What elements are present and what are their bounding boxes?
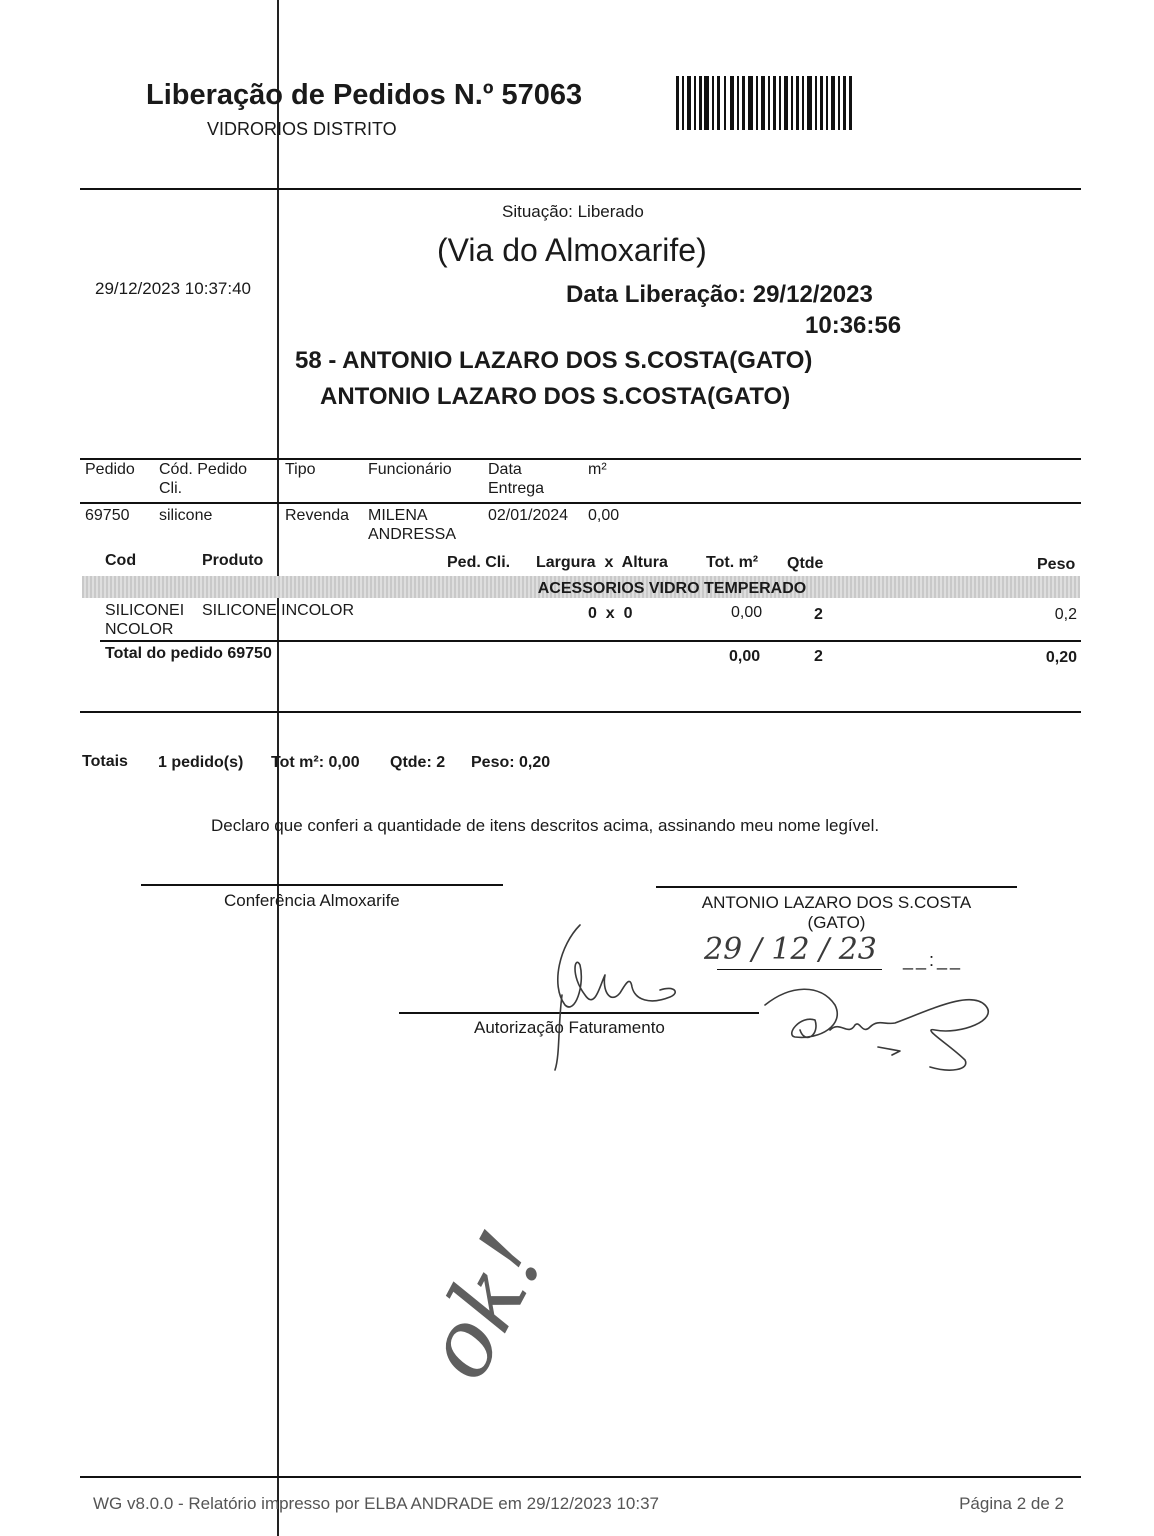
order-funcionario-line2: ANDRESSA: [368, 526, 457, 543]
order-total-m2: 0,00: [729, 648, 761, 665]
items-header-tot-m2: Tot. m²: [706, 554, 759, 571]
item-produto: SILICONE INCOLOR: [202, 602, 355, 619]
order-funcionario-line1: MILENA: [368, 507, 428, 524]
item-dims: 0 x 0: [588, 605, 633, 622]
item-qtde: 2: [814, 606, 823, 623]
header-divider: [80, 188, 1081, 190]
order-cod-pedido: silicone: [159, 507, 213, 524]
totals-qtde: Qtde: 2: [390, 754, 446, 771]
header-funcionario: Funcionário: [368, 461, 452, 478]
items-header-peso: Peso: [1037, 556, 1076, 573]
order-m2: 0,00: [588, 507, 620, 524]
header-cod-pedido: [159, 460, 247, 498]
totals-tot-m2: Tot m²: 0,00: [271, 754, 360, 771]
footer-right: Página 2 de 2: [959, 1494, 1064, 1513]
group-label: ACESSORIOS VIDRO TEMPERADO: [537, 580, 807, 597]
order-funcionario: [368, 506, 456, 544]
barcode: [676, 76, 852, 130]
order-tipo: Revenda: [285, 507, 350, 524]
order-total-qtde: 2: [814, 648, 823, 665]
header-cod-pedido-line2: Cli.: [159, 480, 183, 497]
header-data-line1: Data: [488, 461, 522, 478]
items-header-produto: Produto: [202, 552, 264, 569]
release-date: 29/12/2023: [752, 281, 873, 308]
totals-label: Totais: [82, 753, 128, 770]
page-title: Liberação de Pedidos N.º 57063: [146, 79, 583, 111]
header-tipo: Tipo: [285, 461, 316, 478]
client-signature: [760, 975, 1000, 1085]
header-m2: m²: [588, 461, 607, 478]
header-cod-pedido-line1: Cód. Pedido: [159, 461, 248, 478]
footer-left: WG v8.0.0 - Relatório impresso por ELBA ANDRADE em 29/12/2023 10:37: [93, 1494, 659, 1513]
declaration-text: Declaro que conferi a quantidade de itens descritos acima, assinando meu nome legível.: [211, 816, 880, 835]
items-header-cod: Cod: [105, 552, 137, 569]
items-header-largura-altura: Largura x Altura: [536, 554, 668, 571]
handwritten-date-underline: [717, 969, 882, 970]
footer-divider: [80, 1476, 1081, 1478]
client-signature-name-line1: ANTONIO LAZARO DOS S.COSTA: [701, 893, 972, 912]
item-tot-m2: 0,00: [731, 604, 763, 621]
status-text: Situação: Liberado: [502, 202, 644, 221]
totals-peso: Peso: 0,20: [471, 754, 551, 771]
company-name: VIDRORIOS DISTRITO: [207, 119, 397, 139]
order-data-entrega: 02/01/2024: [488, 507, 569, 524]
handwritten-note: ok!: [402, 1215, 567, 1397]
client-signature-name-line2: (GATO): [807, 913, 866, 932]
via-label: (Via do Almoxarife): [437, 232, 707, 268]
items-header-ped-cli: Ped. Cli.: [447, 554, 511, 571]
order-total-label: Total do pedido 69750: [105, 645, 272, 662]
autorizacao-label: Autorização Faturamento: [474, 1018, 665, 1037]
totals-pedidos: 1 pedido(s): [158, 754, 244, 771]
autorizacao-signature: [540, 915, 700, 1075]
conferencia-label: Conferência Almoxarife: [224, 891, 400, 910]
client-signature-line: [656, 886, 1017, 888]
conferencia-signature-line: [141, 884, 503, 886]
printed-datetime: 29/12/2023 10:37:40: [95, 279, 251, 298]
item-cod: [105, 601, 184, 639]
client-line-2: ANTONIO LAZARO DOS S.COSTA(GATO): [320, 383, 791, 410]
client-line-1: 58 - ANTONIO LAZARO DOS S.COSTA(GATO): [295, 347, 813, 374]
header-pedido: Pedido: [85, 461, 135, 478]
item-peso: 0,2: [1054, 606, 1077, 623]
items-bottom-rule: [80, 711, 1081, 713]
client-signature-name: [656, 893, 1017, 933]
items-total-rule: [100, 640, 1081, 642]
header-data-entrega: [488, 460, 544, 498]
release-label: Data Liberação:: [566, 281, 747, 308]
order-pedido: 69750: [85, 507, 130, 524]
handwritten-date: 29 / 12 / 23: [704, 932, 877, 967]
item-cod-line2: NCOLOR: [105, 621, 174, 638]
release-date-label: [566, 280, 873, 310]
items-header-qtde: Qtde: [787, 555, 824, 572]
orders-table-header-rule: [80, 502, 1081, 504]
item-cod-line1: SILICONEI: [105, 602, 185, 619]
time-blank: __:__: [903, 950, 964, 970]
header-data-line2: Entrega: [488, 480, 545, 497]
release-time: 10:36:56: [805, 312, 902, 339]
order-total-peso: 0,20: [1045, 649, 1077, 666]
